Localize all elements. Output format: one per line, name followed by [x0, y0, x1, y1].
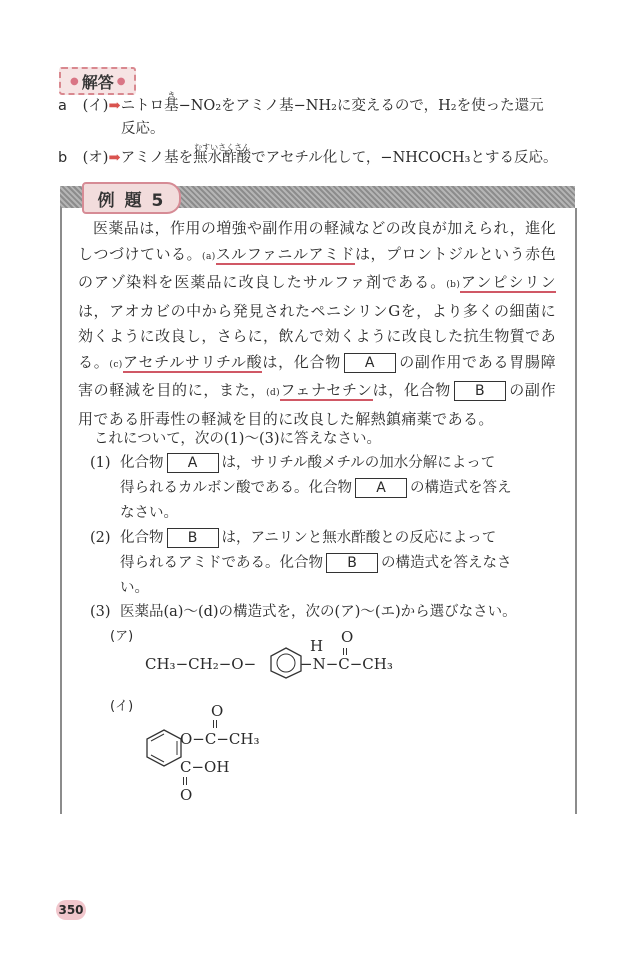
page-number: 350	[56, 900, 86, 920]
answer-heading	[59, 67, 136, 95]
ruby-text: むすいさくさん	[194, 143, 251, 152]
blank-b: B	[326, 553, 378, 573]
blank-a: A	[344, 353, 396, 373]
answer-a-label: a	[58, 98, 67, 114]
term-sulfanilamide: スルファニルアミド	[215, 244, 355, 263]
benzene-ring-icon	[143, 727, 185, 769]
ruby-text: き	[167, 91, 176, 100]
problem-paragraph	[78, 216, 556, 432]
mark-d: (d)	[266, 388, 281, 398]
term-ampicillin: アンピシリン	[460, 273, 556, 291]
double-bond	[343, 648, 347, 655]
answer-a-text: ニトロ	[120, 98, 165, 114]
structure-a-left: CH₃−CH₂−O−	[145, 655, 257, 673]
mark-a: (a)	[202, 251, 216, 262]
question-text: 得られるアミドである。化合物	[120, 555, 323, 571]
bullet-icon: ●	[70, 75, 79, 87]
answer-b-text: でアセチル化して，−NHCOCH₃とする反応。	[251, 150, 558, 166]
example-title-text: 例 題 5	[97, 190, 166, 211]
ruby-base: 基	[164, 98, 179, 114]
intro-line	[94, 427, 564, 452]
question-text: 得られるカルボン酸である。化合物	[120, 480, 352, 496]
structure-a-right: −N−C−CH₃	[300, 655, 393, 673]
question-text: の構造式を答えなさ	[381, 555, 512, 571]
intro-text: これについて，次の(1)〜(3)に答えなさい。	[94, 431, 381, 447]
option-i-label: (イ)	[110, 699, 134, 714]
term-phenacetin: フェナセチン	[280, 381, 373, 399]
arrow-right-icon: ➡	[108, 98, 121, 114]
mark-c: (c)	[109, 359, 123, 370]
answer-a-line	[58, 91, 544, 116]
problem-text: は，化合物	[372, 381, 451, 399]
question-text: は，アニリンと無水酢酸との反応によって	[221, 530, 497, 546]
problem-text: 医薬品は，作用の増強や副作用の軽減などの改良が加えられ，進化しつづけている。	[78, 219, 556, 263]
problem-text: の副作用である胃腸障害の軽減を目的に，また，	[78, 352, 556, 399]
question-text: 化合物	[120, 455, 164, 471]
problem-text: は，アオカビの中から発見されたペニシリンGを，より多くの細菌に効くように改良し，さらに，飲んで効くように改良した抗生物質である。	[78, 301, 556, 371]
option-a-label: (ア)	[110, 629, 134, 644]
answer-a-line-2	[121, 119, 165, 139]
question-3	[90, 600, 560, 625]
question-text: 医薬品(a)〜(d)の構造式を，次の(ア)〜(エ)から選びなさい。	[120, 604, 517, 620]
ruby-ki	[164, 91, 179, 116]
structure-i-o-bottom: O	[180, 786, 193, 804]
answer-b-label: b	[58, 150, 68, 166]
structure-i-cooh: C−OH	[180, 758, 230, 776]
problem-text: の副作用である肝毒性の軽減を目的に改良した解熱鎮痛薬である。	[78, 381, 556, 428]
question-text: い。	[120, 580, 149, 596]
answer-b-line	[58, 143, 558, 168]
problem-text: は，プロントジルという赤色のアゾ染料を医薬品に改良したサルファ剤である。	[78, 244, 557, 291]
question-number: (1)	[90, 455, 111, 471]
double-bond	[183, 777, 187, 785]
blank-a: A	[355, 478, 407, 498]
benzene-ring-icon	[268, 646, 304, 680]
structure-i-ester: O−C−CH₃	[180, 730, 260, 748]
answer-a-option: (イ)	[82, 98, 109, 114]
question-1	[90, 451, 560, 526]
answer-b-option: (オ)	[82, 150, 109, 166]
structure-i-o-top: O	[211, 702, 224, 720]
question-text: 化合物	[120, 530, 164, 546]
ruby-muzui	[193, 143, 252, 168]
blank-b: B	[167, 528, 219, 548]
blank-b: B	[454, 381, 506, 401]
answer-b-text: アミノ基を	[120, 150, 194, 166]
answer-a-text: 反応。	[121, 121, 165, 137]
question-text: は，サリチル酸メチルの加水分解によって	[221, 455, 496, 471]
answer-a-text: −NO₂をアミノ基−NH₂に変えるので，H₂を使った還元	[178, 98, 544, 114]
ruby-base: 無水酢酸	[193, 150, 252, 166]
arrow-right-icon: ➡	[108, 150, 121, 166]
structure-a-o: O	[341, 628, 354, 646]
structure-a-h: H	[310, 637, 324, 655]
bullet-icon: ●	[116, 75, 126, 87]
term-acetylsalicylic-acid: アセチルサリチル酸	[122, 352, 263, 371]
answer-heading-label: 解答	[81, 72, 114, 92]
question-number: (3)	[90, 604, 111, 620]
double-bond	[213, 720, 217, 728]
question-2	[90, 526, 560, 601]
problem-text: は，化合物	[262, 352, 341, 371]
question-text: なさい。	[120, 505, 178, 521]
blank-a: A	[167, 453, 219, 473]
question-number: (2)	[90, 530, 111, 546]
question-text: の構造式を答え	[410, 480, 512, 496]
mark-b: (b)	[446, 280, 461, 290]
